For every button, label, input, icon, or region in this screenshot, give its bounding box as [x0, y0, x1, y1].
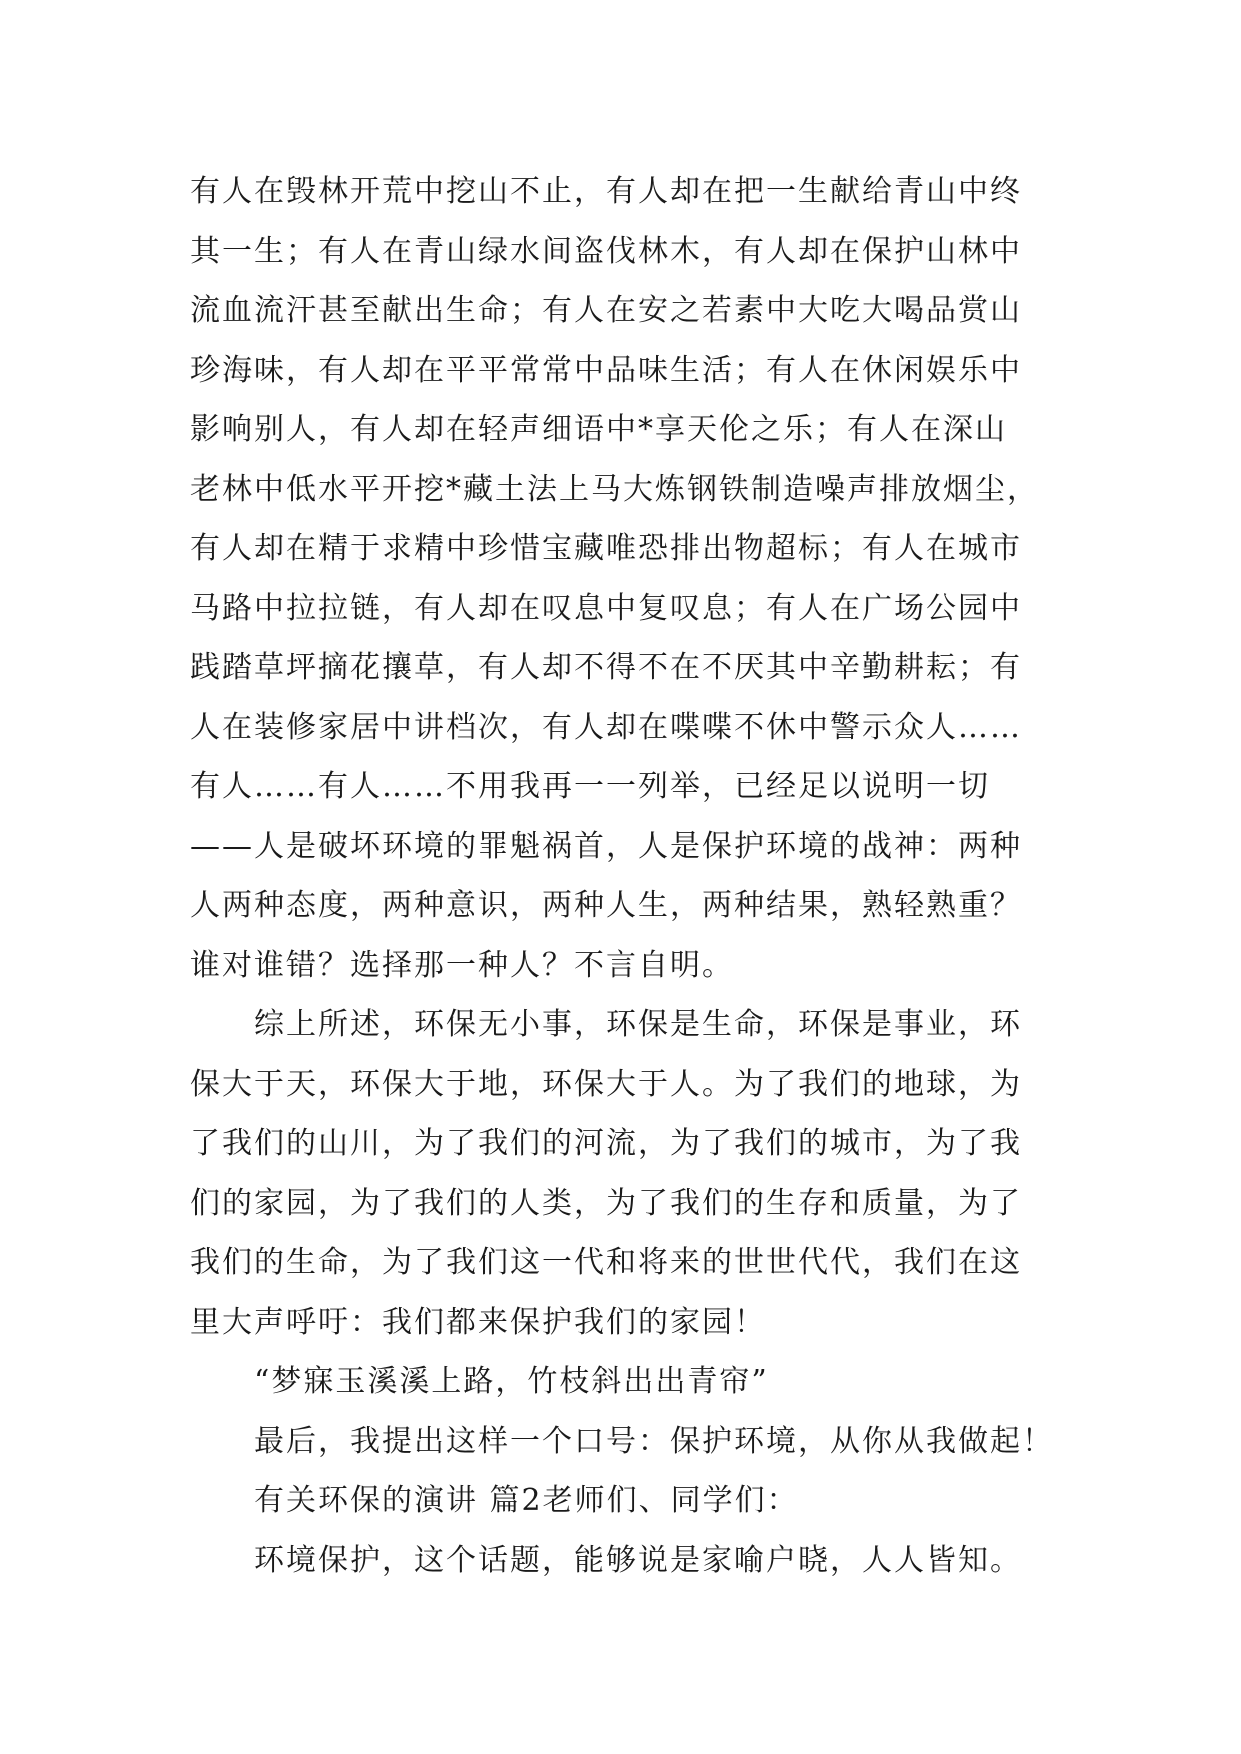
text-line: 老林中低水平开挖*藏土法上马大炼钢铁制造噪声排放烟尘， — [190, 471, 1039, 507]
text-line: 谁对谁错？选择那一种人？不言自明。 — [190, 947, 734, 983]
quote-line: “梦寐玉溪溪上路，竹枝斜出出青帘” — [254, 1364, 769, 1399]
text-line: 其一生；有人在青山绿水间盗伐林木，有人却在保护山林中 — [190, 233, 1022, 269]
text-line: 马路中拉拉链，有人却在叹息中复叹息；有人在广场公园中 — [190, 590, 1022, 626]
section-heading: 有关环保的演讲 篇2老师们、同学们： — [254, 1483, 799, 1518]
slogan-line: 最后，我提出这样一个口号：保护环境，从你从我做起！ — [254, 1423, 1054, 1459]
text-line: 人两种态度，两种意识，两种人生，两种结果，熟轻熟重？ — [190, 888, 1022, 923]
text-line: 有人在毁林开荒中挖山不止，有人却在把一生献给青山中终 — [190, 174, 1022, 209]
paragraph-start: 综上所述，环保无小事，环保是生命，环保是事业，环 — [254, 1007, 1022, 1042]
text-line: 保大于天，环保大于地，环保大于人。为了我们的地球，为 — [190, 1066, 1022, 1102]
text-line: 人在装修家居中讲档次，有人却在喋喋不休中警示众人…… — [190, 709, 1022, 745]
text-line: 了我们的山川，为了我们的河流，为了我们的城市，为了我 — [190, 1126, 1022, 1161]
text-line: 影响别人，有人却在轻声细语中*享天伦之乐；有人在深山 — [190, 412, 1007, 447]
document-body — [190, 162, 1090, 1590]
text-line: 有人……有人……不用我再一一列举，已经足以说明一切 — [190, 769, 990, 804]
text-line: 们的家园，为了我们的人类，为了我们的生存和质量，为了 — [190, 1185, 1022, 1221]
paragraph-start: 环境保护，这个话题，能够说是家喻户晓，人人皆知。 — [254, 1542, 1022, 1578]
text-line: 有人却在精于求精中珍惜宝藏唯恐排出物超标；有人在城市 — [190, 531, 1022, 566]
text-line: 践踏草坪摘花攘草，有人却不得不在不厌其中辛勤耕耘；有 — [190, 650, 1022, 685]
text-line: 流血流汗甚至献出生命；有人在安之若素中大吃大喝品赏山 — [190, 293, 1022, 328]
text-line: 珍海味，有人却在平平常常中品味生活；有人在休闲娱乐中 — [190, 352, 1022, 388]
text-line: ——人是破坏环境的罪魁祸首，人是保护环境的战神：两种 — [190, 828, 1022, 864]
text-line: 里大声呼吁：我们都来保护我们的家园！ — [190, 1304, 766, 1340]
text-line: 我们的生命，为了我们这一代和将来的世世代代，我们在这 — [190, 1245, 1022, 1280]
